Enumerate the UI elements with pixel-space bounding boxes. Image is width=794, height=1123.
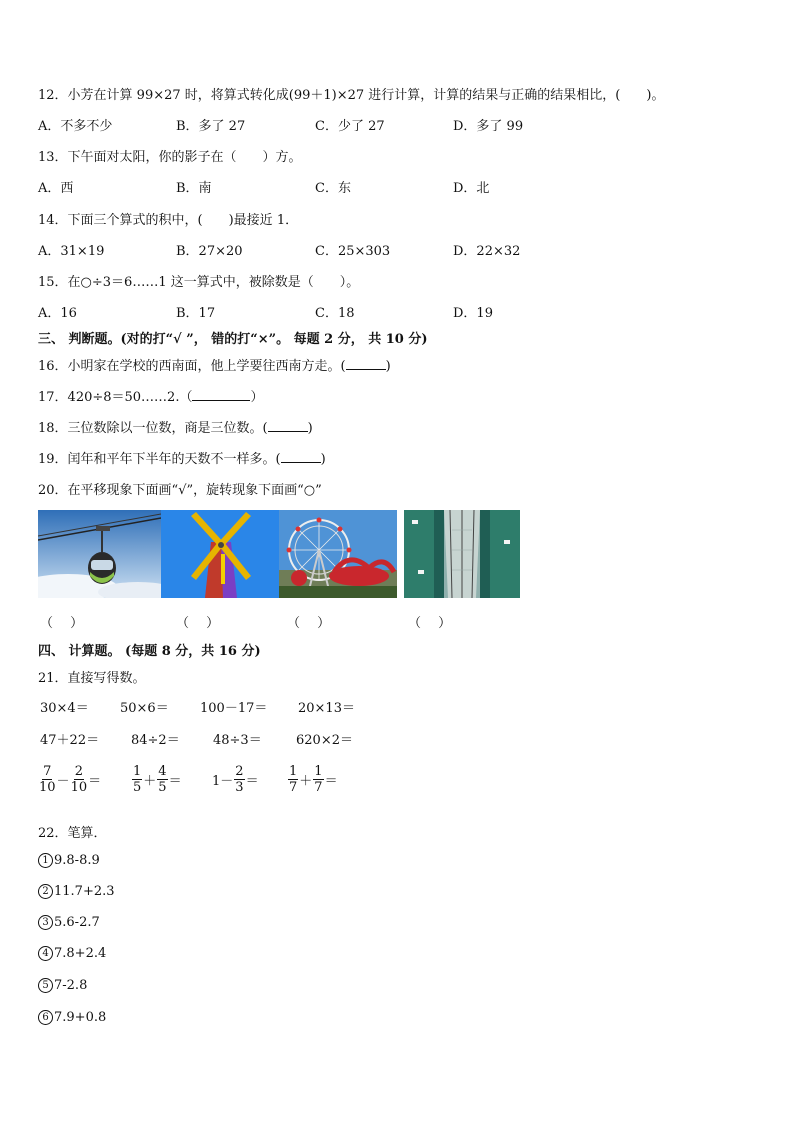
q13-option-a[interactable]: A．西 <box>38 181 74 196</box>
written-calc-item <box>38 853 100 868</box>
calc-item: 20×13＝ <box>298 701 355 716</box>
written-calc-item <box>38 884 115 899</box>
escalator-image <box>404 510 520 598</box>
written-calc-item <box>38 915 100 930</box>
q12-option-d[interactable]: D．多了 99 <box>453 119 524 134</box>
numerator: 1 <box>289 764 298 779</box>
equals: ＝ <box>324 774 338 789</box>
equals: ＝ <box>88 774 102 789</box>
q19-close: ) <box>320 452 326 467</box>
q17-close: ） <box>250 390 264 405</box>
calc-item: 620×2＝ <box>296 733 353 748</box>
written-calc-expression: 9.8-8.9 <box>54 853 100 868</box>
fraction-item-1 <box>38 764 101 795</box>
denominator: 7 <box>314 780 323 795</box>
picture-answer-paren-2[interactable]: （ ） <box>176 616 220 631</box>
denominator: 7 <box>289 780 298 795</box>
windmill-image <box>161 510 279 598</box>
q13-option-c[interactable]: C．东 <box>315 181 351 196</box>
q17-text: 17．420÷8＝50……2.（ <box>38 390 193 405</box>
q14-option-d[interactable]: D．22×32 <box>453 244 521 259</box>
q17-item <box>38 386 263 405</box>
operator: ＋ <box>299 774 313 789</box>
operator: － <box>56 774 70 789</box>
numerator: 1 <box>314 764 323 779</box>
q18-item <box>38 417 313 436</box>
q21-stem: 21．直接写得数。 <box>38 671 146 686</box>
calc-item: 84÷2＝ <box>131 733 180 748</box>
q19-answer-blank[interactable] <box>281 450 321 463</box>
q15-option-c[interactable]: C．18 <box>315 306 355 321</box>
q16-close: ) <box>385 359 391 374</box>
numerator: 7 <box>43 764 52 779</box>
cable-car-image <box>38 510 161 598</box>
equals: ＝ <box>168 774 182 789</box>
written-calc-item <box>38 978 87 993</box>
q18-answer-blank[interactable] <box>268 419 308 432</box>
q15-option-a[interactable]: A．16 <box>38 306 77 321</box>
q14-stem: 14．下面三个算式的积中，( )最接近 1． <box>38 213 299 228</box>
numerator: 4 <box>158 764 167 779</box>
q16-answer-blank[interactable] <box>346 357 386 370</box>
fraction-item-2 <box>131 764 182 795</box>
written-calc-expression: 7.9+0.8 <box>54 1010 107 1025</box>
denominator: 10 <box>70 780 88 795</box>
equals: ＝ <box>245 774 259 789</box>
q15-option-d[interactable]: D．19 <box>453 306 493 321</box>
circled-number: 4 <box>38 946 53 961</box>
q13-option-d[interactable]: D．北 <box>453 181 490 196</box>
circled-number: 1 <box>38 853 53 868</box>
q16-text: 16．小明家在学校的西南面，他上学要往西南方走。( <box>38 359 346 374</box>
denominator: 5 <box>158 780 167 795</box>
circled-number: 2 <box>38 884 53 899</box>
q13-option-b[interactable]: B．南 <box>176 181 212 196</box>
denominator: 3 <box>235 780 244 795</box>
q12-option-b[interactable]: B．多了 27 <box>176 119 246 134</box>
picture-answer-paren-4[interactable]: （ ） <box>408 616 452 631</box>
q12-option-a[interactable]: A．不多不少 <box>38 119 113 134</box>
section3-heading: 三、 判断题。(对的打“√ ”， 错的打“×”。 每题 2 分， 共 10 分) <box>38 332 428 347</box>
written-calc-expression: 5.6-2.7 <box>54 915 100 930</box>
written-calc-expression: 7-2.8 <box>54 978 88 993</box>
written-calc-item <box>38 946 106 961</box>
section4-heading: 四、 计算题。 (每题 8 分，共 16 分) <box>38 644 261 659</box>
q19-text: 19．闰年和平年下半年的天数不一样多。( <box>38 452 281 467</box>
q16-item <box>38 355 391 374</box>
q14-option-b[interactable]: B．27×20 <box>176 244 243 259</box>
fraction-item-3 <box>212 764 259 795</box>
circled-number: 5 <box>38 978 53 993</box>
q14-option-c[interactable]: C．25×303 <box>315 244 391 259</box>
ferris-wheel-image <box>279 510 397 598</box>
calc-item: 100－17＝ <box>200 701 268 716</box>
operator: ＋ <box>143 774 157 789</box>
q14-option-a[interactable]: A．31×19 <box>38 244 105 259</box>
q18-text: 18．三位数除以一位数，商是三位数。( <box>38 421 268 436</box>
whole-minus: 1－ <box>212 774 234 789</box>
numerator: 2 <box>235 764 244 779</box>
numerator: 2 <box>74 764 83 779</box>
calc-item: 47＋22＝ <box>40 733 100 748</box>
q15-option-b[interactable]: B．17 <box>176 306 216 321</box>
q20-stem: 20．在平移现象下面画“√”，旋转现象下面画“○” <box>38 483 322 498</box>
written-calc-expression: 11.7+2.3 <box>54 884 115 899</box>
numerator: 1 <box>133 764 142 779</box>
picture-answer-paren-3[interactable]: （ ） <box>287 616 331 631</box>
q13-stem: 13．下午面对太阳，你的影子在（ ）方。 <box>38 150 302 165</box>
picture-answer-paren-1[interactable]: （ ） <box>40 616 84 631</box>
q22-stem: 22．笔算． <box>38 826 107 841</box>
circled-number: 6 <box>38 1010 53 1025</box>
denominator: 5 <box>133 780 142 795</box>
calc-item: 48÷3＝ <box>213 733 262 748</box>
q12-stem: 12．小芳在计算 99×27 时，将算式转化成(99＋1)×27 进行计算，计算的结果与正确的结果相比，( )。 <box>38 88 665 103</box>
circled-number: 3 <box>38 915 53 930</box>
denominator: 10 <box>39 780 56 795</box>
calc-item: 30×4＝ <box>40 701 89 716</box>
written-calc-expression: 7.8+2.4 <box>54 946 107 961</box>
q19-item <box>38 448 326 467</box>
q18-close: ) <box>307 421 313 436</box>
q15-stem: 15．在○÷3＝6……1 这一算式中，被除数是（ ）。 <box>38 275 360 290</box>
written-calc-item <box>38 1010 106 1025</box>
q12-option-c[interactable]: C．少了 27 <box>315 119 385 134</box>
calc-item: 50×6＝ <box>120 701 169 716</box>
fraction-item-4 <box>287 764 338 795</box>
q17-answer-blank[interactable] <box>192 388 250 401</box>
